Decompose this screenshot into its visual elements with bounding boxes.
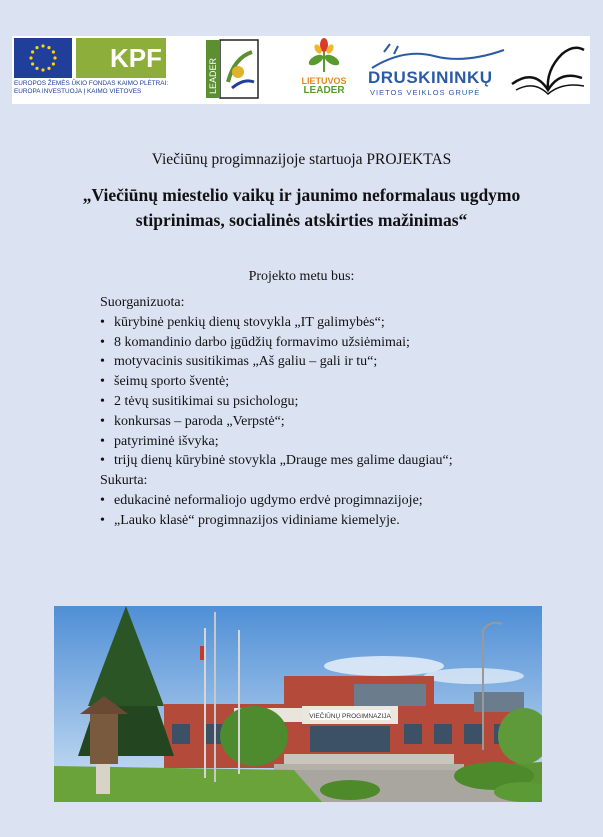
list-item: • kūrybinė penkių dienų stovykla „IT galimybės“; — [100, 313, 580, 333]
lietuvos-leader-line1: LIETUVOS — [301, 76, 347, 86]
list-item: • „Lauko klasė“ progimnazijos vidiniame kiemelyje. — [100, 511, 580, 531]
list-item: • patyriminė išvyka; — [100, 432, 580, 452]
leader-logo — [204, 38, 264, 100]
list-item: • trijų dienų kūrybinė stovykla „Drauge mes galime daugiau“; — [100, 451, 580, 471]
logo-banner — [12, 36, 590, 104]
druskininku-name: DRUSKININKŲ — [368, 68, 493, 87]
leader-vertical-text: LEADER — [208, 57, 218, 94]
organized-list — [100, 313, 580, 471]
project-title — [40, 183, 563, 233]
project-title-line2: stiprinimas, socialinės atskirties mažinimas“ — [135, 210, 468, 230]
list-item: • konkursas – paroda „Verpstė“; — [100, 412, 580, 432]
school-building-photo — [54, 606, 542, 802]
section-organized-label: Suorganizuota: — [100, 295, 185, 310]
project-title-line1: „Viečiūnų miestelio vaikų ir jaunimo neformalaus ugdymo — [82, 185, 521, 205]
list-item: • motyvacinis susitikimas „Aš galiu – gali ir tu“; — [100, 352, 580, 372]
open-book-icon — [504, 40, 588, 100]
lietuvos-leader-caption — [294, 76, 354, 96]
druskininku-subtitle: VIETOS VEIKLOS GRUPĖ — [370, 88, 481, 97]
created-list — [100, 491, 580, 531]
lietuvos-leader-line2: LEADER — [303, 85, 345, 96]
eu-flag-icon — [14, 38, 72, 78]
kpf-logo — [76, 38, 166, 78]
kpf-logo-text: KPF — [110, 43, 162, 73]
intro-text: Viečiūnų progimnazijoje startuoja PROJEKTAS — [151, 151, 452, 168]
list-item: • edukacinė neformaliojo ugdymo erdvė progimnazijoje; — [100, 491, 580, 511]
project-subheading: Projekto metu bus: — [248, 269, 355, 284]
eu-caption-line2: EUROPA INVESTUOJA Į KAIMO VIETOVES — [14, 88, 142, 95]
school-sign-text: VIEČIŪNŲ PROGIMNAZIJA — [309, 713, 391, 720]
list-item: • 8 komandinio darbo įgūdžių formavimo užsiėmimai; — [100, 333, 580, 353]
eu-caption — [14, 80, 174, 96]
list-item: • 2 tėvų susitikimai su psichologu; — [100, 392, 580, 412]
eu-caption-line1: EUROPOS ŽEMĖS ŪKIO FONDAS KAIMO PLĖTRAI: — [14, 80, 169, 87]
activity-list — [100, 293, 580, 531]
list-item: • šeimų sporto šventė; — [100, 372, 580, 392]
section-created-label: Sukurta: — [100, 473, 148, 489]
